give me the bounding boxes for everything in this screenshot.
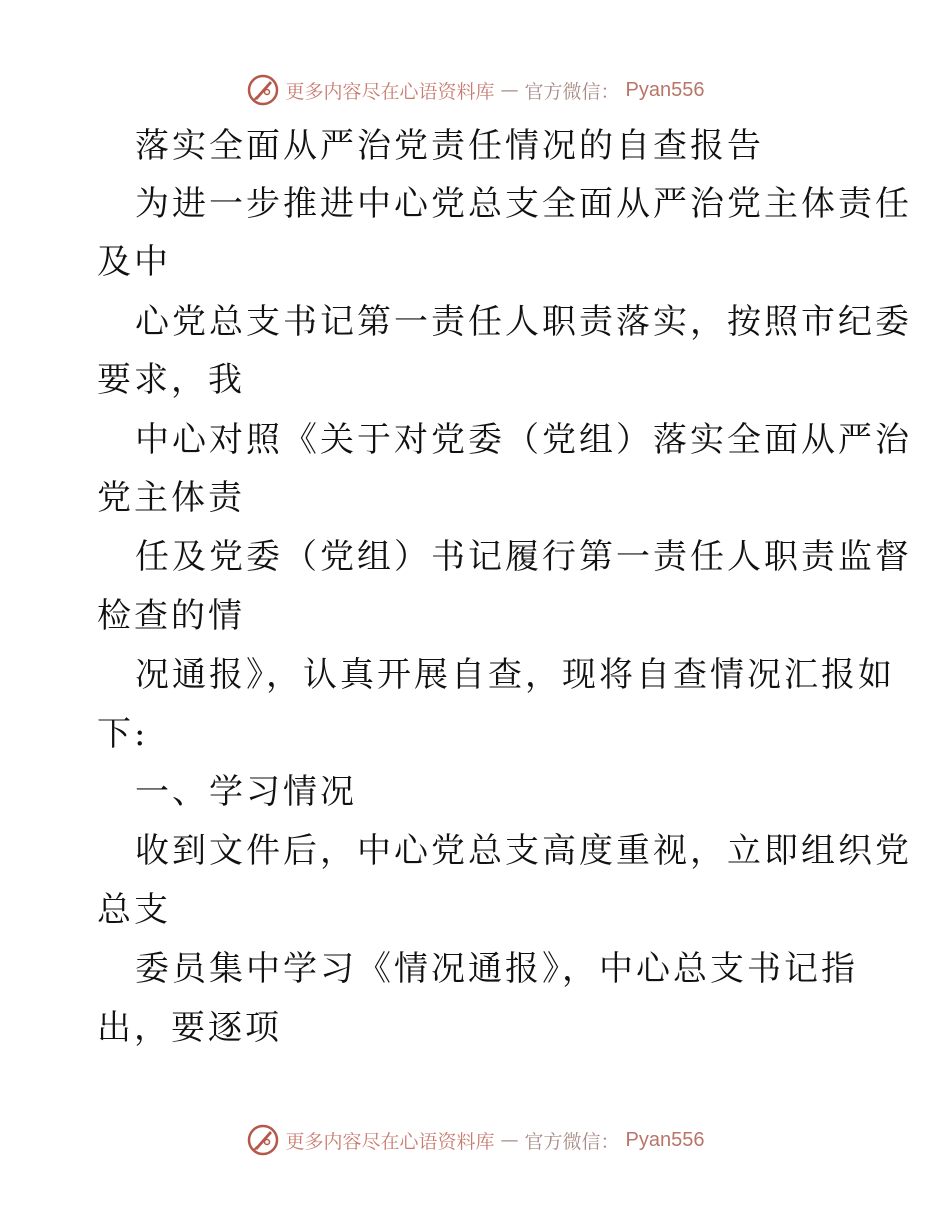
watermark-wechat-id: Pyan556 [625,1128,705,1151]
watermark-header [0,70,950,110]
watermark-wechat-label: 官方微信： [524,1130,620,1153]
paragraph-line: 委员集中学习《情况通报》，中心总支书记指 [135,949,858,989]
paragraph-line: 中心对照《关于对党委（党组）落实全面从严治 [135,420,912,460]
section-heading: 一、学习情况 [135,772,357,812]
paragraph-line: 检查的情 [97,596,245,636]
watermark-footer [0,1120,950,1160]
paragraph-line: 收到文件后，中心党总支高度重视，立即组织党 [135,831,912,871]
paragraph-line: 为进一步推进中心党总支全面从严治党主体责任 [135,184,912,224]
document-title: 落实全面从严治党责任情况的自查报告 [135,126,764,166]
watermark-text: 更多内容尽在心语资料库 [285,1130,495,1153]
paragraph-line: 任及党委（党组）书记履行第一责任人职责监督 [135,537,912,577]
paragraph-line: 总支 [97,890,171,930]
quill-pen-logo-icon [246,73,280,107]
paragraph-line: 党主体责 [97,478,245,518]
paragraph-line: 及中 [97,242,171,282]
watermark-wechat-label: 官方微信： [524,80,620,103]
watermark-wechat-id: Pyan556 [625,78,705,101]
paragraph-line: 要求，我 [97,360,245,400]
paragraph-line: 下: [97,714,149,754]
watermark-separator: — [500,1129,519,1151]
paragraph-line: 心党总支书记第一责任人职责落实，按照市纪委 [135,302,912,342]
quill-pen-logo-icon [246,1123,280,1157]
paragraph-line: 出，要逐项 [97,1008,282,1048]
watermark-separator: — [500,79,519,101]
paragraph-line: 况通报》，认真开展自查，现将自查情况汇报如 [135,655,895,695]
watermark-text: 更多内容尽在心语资料库 [285,80,495,103]
